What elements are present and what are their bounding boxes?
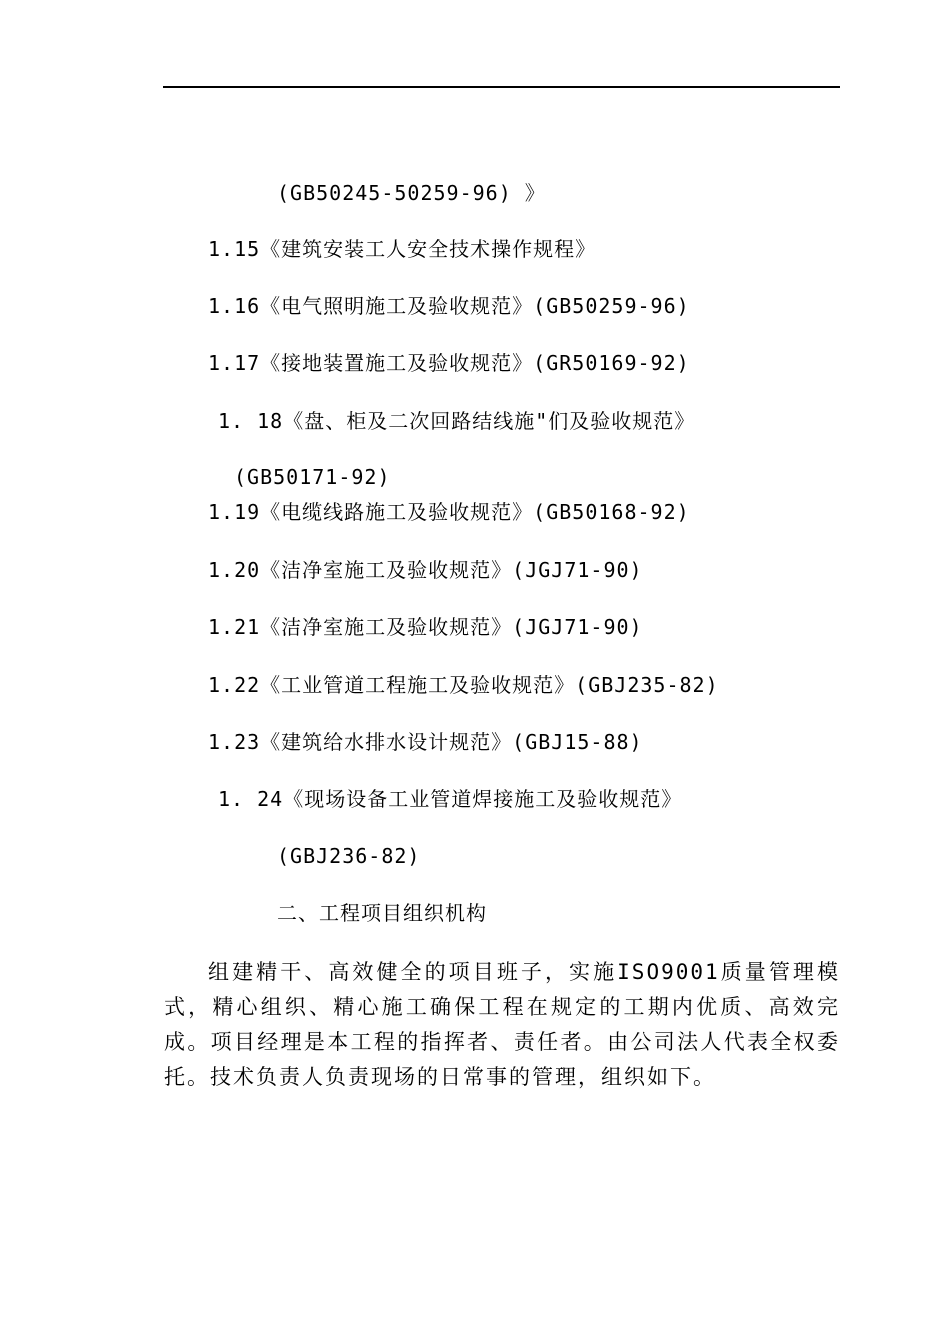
text-line: 1.17《接地装置施工及验收规范》(GR50169-92) (208, 351, 690, 375)
text-line: 1.23《建筑给水排水设计规范》(GBJ15-88) (208, 730, 643, 754)
text-line: (GB50171-92) (234, 465, 391, 489)
text-line: (GB50245-50259-96) 》 (277, 181, 546, 205)
text-line: 1.22《工业管道工程施工及验收规范》(GBJ235-82) (208, 673, 719, 697)
text-line: 1.15《建筑安装工人安全技术操作规程》 (208, 237, 597, 261)
text-line: (GBJ236-82) (277, 844, 421, 868)
text-line: 1.19《电缆线路施工及验收规范》(GB50168-92) (208, 500, 690, 524)
section-heading: 二、工程项目组织机构 (277, 901, 487, 925)
text-line: 1. 18《盘、柜及二次回路结线施"们及验收规范》 (218, 409, 696, 433)
body-paragraph: 组建精干、高效健全的项目班子，实施ISO9001质量管理模式，精心组织、精心施工确保工程在规定的工期内优质、高效完成。项目经理是本工程的指挥者、责任者。由公司法人代表全权委托。技术负责人负责现场的日常事的管理，组织如下。 (164, 960, 840, 1089)
text-line: 1.21《洁净室施工及验收规范》(JGJ71-90) (208, 615, 643, 639)
header-rule (163, 86, 840, 88)
text-line: 1. 24《现场设备工业管道焊接施工及验收规范》 (218, 787, 683, 811)
text-line: 1.16《电气照明施工及验收规范》(GB50259-96) (208, 294, 690, 318)
text-line: 1.20《洁净室施工及验收规范》(JGJ71-90) (208, 558, 643, 582)
